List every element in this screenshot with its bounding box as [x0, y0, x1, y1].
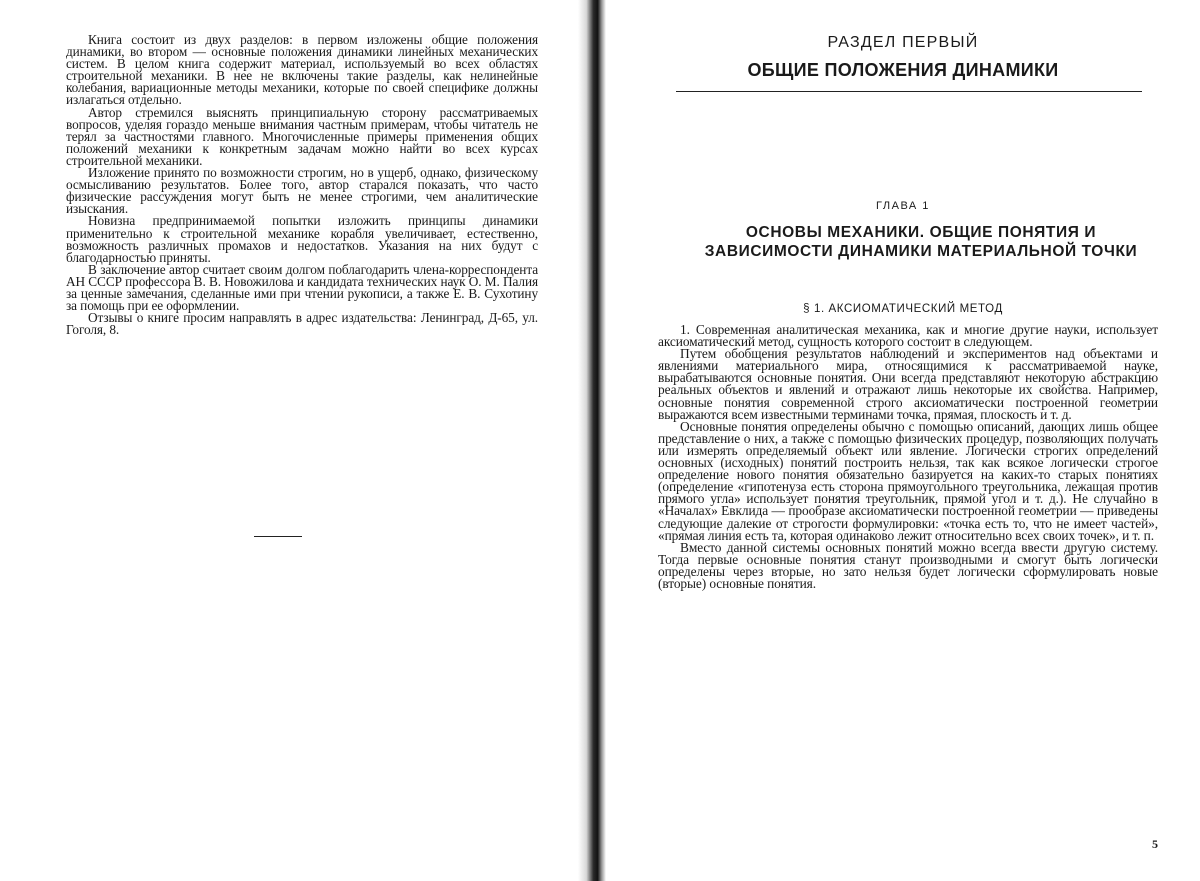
left-paragraph-6: Отзывы о книге просим направлять в адрес издательства: Ленинград, Д-65, ул. Гоголя, 8.: [66, 310, 538, 338]
book-spine: [578, 0, 606, 881]
right-body: [658, 324, 1158, 590]
right-paragraph-3: Основные понятия определены обычно с помощью описаний, дающих лишь общее представление о них, а также с помощью физических процедур, позволяющих получать или измерять определяемый объект или явление. Логически строгих определений основных (исходных) понятий построить нельзя, так как всякое логически строгое определение нового понятия обязательно базируется на каких-то старых понятиях (определение «гипотенуза есть сторона прямоугольного треугольника, лежащая против прямого угла» использует понятия треугольник, прямой угол и т. д.). Не случайно в «Началах» Евклида — прообразе аксиоматически построенной геометрии — приведены следующие далекие от строгости формулировки: «точка есть то, что не имеет частей», «прямая линия есть та, которая одинаково лежит относительно всех своих точек», и т. п.: [658, 418, 1158, 543]
left-paragraph-5: В заключение автор считает своим долгом поблагодарить члена-корреспондента АН СССР профессора В. В. Новожилова и кандидата технических наук О. М. Палия за ценные замечания, сделанные ими при чтении рукописи, а также Е. В. Сухотину за помощь при ее оформлении.: [66, 261, 538, 314]
part-label: РАЗДЕЛ ПЕРВЫЙ: [827, 34, 979, 51]
left-paragraph-4: Новизна предпринимаемой попытки изложить принципы динамики применительно к строительной механике корабля увеличивает, естественно, возможность различных промахов и недостатков. Указания на них будут с благодарностью приняты.: [66, 213, 538, 265]
part-title: ОБЩИЕ ПОЛОЖЕНИЯ ДИНАМИКИ: [747, 60, 1059, 80]
left-paragraph-3: Изложение принято по возможности строгим, но в ущерб, однако, физическому осмысливанию результатов. Более того, автор старался показать, что часто физические рассуждения могут быть не менее строгими, чем аналитические изыскания.: [66, 165, 538, 217]
right-paragraph-1: 1. Современная аналитическая механика, как и многие другие науки, использует аксиоматический метод, сущность которого состоит в следующем.: [658, 322, 1158, 350]
part-title-underline: [676, 91, 1142, 92]
section-title: § 1. АКСИОМАТИЧЕСКИЙ МЕТОД: [803, 303, 1003, 315]
right-paragraph-4: Вместо данной системы основных понятий можно всегда ввести другую систему. Тогда первые основные понятия станут производными и смогут быть логически определены через вторые, но зато нельзя будет логически сформулировать новые (вторые) основные понятия.: [658, 539, 1158, 591]
right-paragraph-2: Путем обобщения результатов наблюдений и экспериментов над объектами и явлениями материального мира, относящимися к рассматриваемой науке, вырабатываются основные понятия. Они всегда представляют некоторую абстракцию реальных объектов и явлений и отражают лишь некоторые их свойства. Например, основные понятия современной строго аксиоматически построенной геометрии выражаются всем известными терминами точка, прямая, плоскость и т. д.: [658, 346, 1158, 422]
left-page: [0, 0, 578, 881]
left-paragraph-2: Автор стремился выяснять принципиальную сторону рассматриваемых вопросов, уделяя гораздо меньше внимания частным примерам, чтобы читатель не терял за частностями главного. Многочисленные примеры применения общих положений механики к конкретным задачам можно найти во всех курсах строительной механики.: [66, 104, 538, 168]
right-page: [606, 0, 1200, 881]
page-number: 5: [1152, 837, 1158, 851]
left-paragraph-1: Книга состоит из двух разделов: в первом изложены общие положения динамики, во втором — основные положения динамики линейных механических систем. В целом книга содержит материал, используемый во всех областях строительной механики. В нее не включены такие разделы, как нелинейные колебания, вариационные методы механики, которые по своей специфике должны излагаться отдельно.: [66, 32, 538, 108]
chapter-label: ГЛАВА 1: [876, 200, 930, 212]
chapter-title: ОСНОВЫ МЕХАНИКИ. ОБЩИЕ ПОНЯТИЯ И ЗАВИСИМОСТИ ДИНАМИКИ МАТЕРИАЛЬНОЙ ТОЧКИ: [704, 224, 1138, 260]
end-rule: [254, 536, 302, 537]
